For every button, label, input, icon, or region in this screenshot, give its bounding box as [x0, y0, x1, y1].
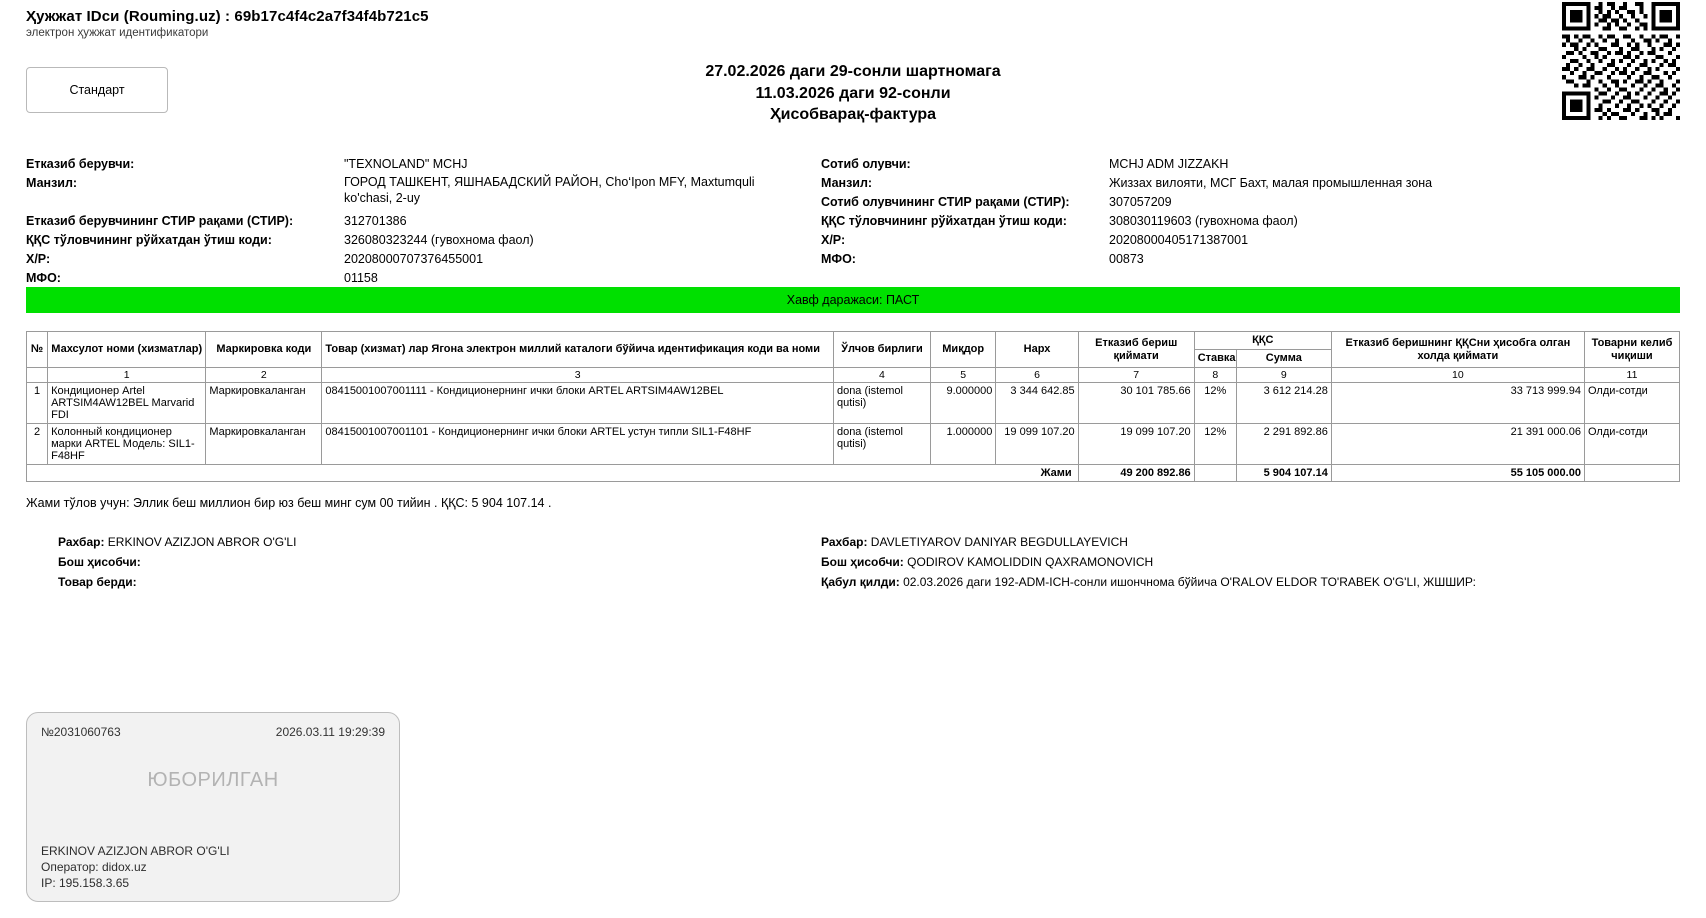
total-label: Жами: [27, 465, 1079, 482]
seller-address-label: Манзил:: [26, 176, 78, 190]
buyer-address-label: Манзил:: [821, 176, 873, 190]
seller-account-label: Х/Р:: [26, 252, 51, 266]
seller-address-value: ГОРОД ТАШКЕНТ, ЯШНАБАДСКИЙ РАЙОН, Cho‘Ipon MFY, Maxtumquli ko'chasi, 2-uy: [344, 175, 755, 205]
cell-unit: dona (istemol qutisi): [833, 424, 930, 465]
standard-badge[interactable]: Стандарт: [26, 67, 168, 113]
seller-director-row: [58, 532, 296, 552]
buyer-accountant-row: [821, 552, 1641, 572]
page-title: [26, 61, 1680, 126]
cell-catalog: 08415001007001111 - Кондиционернинг ички блоки ARTEL ARTSIM4AW12BEL: [322, 383, 834, 424]
title-line-1: 27.02.2026 даги 29-сонли шартномага: [705, 63, 1001, 80]
colnum-3: 3: [322, 368, 834, 383]
buyer-vat-row: [821, 212, 1621, 231]
stamp-signer: ERKINOV AZIZJON ABROR O'G'LI: [41, 844, 230, 858]
th-vat-sum: Сумма: [1236, 350, 1331, 368]
buyer-account-label: Х/Р:: [821, 233, 846, 247]
cell-origin: Олди-сотди: [1584, 424, 1679, 465]
cell-product: Кондиционер Artel ARTSIM4AW12BEL Marvarid FDI: [48, 383, 206, 424]
buyer-name-label: Сотиб олувчи:: [821, 157, 911, 171]
electronic-signature-stamp: [26, 712, 400, 902]
seller-mfo-label: МФО:: [26, 271, 61, 285]
cell-qty: 1.000000: [931, 424, 996, 465]
stamp-datetime: 2026.03.11 19:29:39: [275, 725, 385, 739]
seller-name-label: Етказиб берувчи:: [26, 157, 135, 171]
signatures-block: [26, 532, 1680, 602]
cell-num: 1: [27, 383, 48, 424]
table-row: [27, 383, 1680, 424]
colnum-8: 8: [1194, 368, 1236, 383]
stamp-top-row: [41, 725, 385, 739]
cell-total-with-vat: 21 391 000.06: [1331, 424, 1584, 465]
title-row: [26, 61, 1680, 127]
cell-num: 2: [27, 424, 48, 465]
buyer-vat-label: ҚҚС тўловчининг рўйхатдан ўтиш коди:: [821, 214, 1067, 228]
seller-vat-row: [26, 231, 786, 250]
buyer-accountant-value: QODIROV KAMOLIDDIN QAXRAMONOVICH: [903, 555, 1154, 570]
th-vat-rate: Ставка: [1194, 350, 1236, 368]
seller-name-row: [26, 155, 786, 174]
th-catalog: Товар (хизмат) лар Ягона электрон миллий каталоги бўйича идентификация коди ва номи: [322, 332, 834, 368]
buyer-name-value: MCHJ ADM JIZZAKH: [1109, 157, 1229, 171]
buyer-vat-value: 308030119603 (гувохнома фаол): [1109, 214, 1298, 228]
th-product: Махсулот номи (хизматлар): [48, 332, 206, 368]
stamp-operator: Оператор: didox.uz: [41, 860, 147, 874]
title-line-2: 11.03.2026 даги 92-сонли: [755, 84, 951, 102]
seller-account-row: [26, 250, 786, 269]
cell-product: Колонный кондиционер марки ARTEL Модель: SIL1-F48HF: [48, 424, 206, 465]
seller-name-value: "TEXNOLAND" MCHJ: [344, 157, 468, 171]
colnum-7: 7: [1078, 368, 1194, 383]
colnum-5: 5: [931, 368, 996, 383]
colnum-9: 9: [1236, 368, 1331, 383]
seller-accountant-label: Бош ҳисобчи:: [58, 555, 141, 570]
th-unit: Ўлчов бирлиги: [833, 332, 930, 368]
total-delivery-value: 49 200 892.86: [1078, 465, 1194, 482]
buyer-block: [821, 155, 1621, 269]
cell-unit: dona (istemol qutisi): [833, 383, 930, 424]
buyer-director-value: DAVLETIYAROV DANIYAR BEGDULLAYEVICH: [867, 535, 1128, 550]
title-line-3: Ҳисобварақ-фактура: [769, 106, 937, 124]
th-qty: Миқдор: [931, 332, 996, 368]
cell-marking: Маркировкаланган: [206, 383, 322, 424]
buyer-tin-label: Сотиб олувчининг СТИР рақами (СТИР):: [821, 195, 1070, 209]
cell-delivery-value: 30 101 785.66: [1078, 383, 1194, 424]
seller-accountant-row: [58, 552, 296, 572]
parties-block: [26, 155, 1680, 285]
cell-marking: Маркировкаланган: [206, 424, 322, 465]
buyer-received-value: 02.03.2026 даги 192-ADM-ICH-сонли ишончнома бўйича O'RALOV ELDOR TO'RABEK O'G'LI, ЖШШИР:: [899, 575, 1476, 590]
seller-signatures: [58, 532, 296, 592]
table-row: [27, 424, 1680, 465]
cell-price: 19 099 107.20: [996, 424, 1078, 465]
table-total-row: [27, 465, 1680, 482]
th-num: №: [27, 332, 48, 368]
seller-mfo-value: 01158: [344, 271, 378, 285]
cell-vat-sum: 2 291 892.86: [1236, 424, 1331, 465]
colnum-6: 6: [996, 368, 1078, 383]
cell-price: 3 344 642.85: [996, 383, 1078, 424]
buyer-mfo-row: [821, 250, 1621, 269]
seller-vat-label: ҚҚС тўловчининг рўйхатдан ўтиш коди:: [26, 233, 272, 247]
total-with-vat: 55 105 000.00: [1331, 465, 1584, 482]
buyer-name-row: [821, 155, 1621, 174]
colnum-10: 10: [1331, 368, 1584, 383]
buyer-tin-row: [821, 193, 1621, 212]
th-total-with-vat: Етказиб беришнинг ҚҚСни ҳисобга олган холда қиймати: [1331, 332, 1584, 368]
seller-mfo-row: [26, 269, 786, 288]
stamp-footer: [41, 843, 230, 891]
seller-released-row: [58, 572, 296, 592]
buyer-signatures: [821, 532, 1641, 592]
cell-total-with-vat: 33 713 999.94: [1331, 383, 1584, 424]
th-marking: Маркировка коди: [206, 332, 322, 368]
total-in-words: Жами тўлов учун: Эллик беш миллион бир юз беш минг сум 00 тийин . ҚҚС: 5 904 107.14 .: [26, 496, 552, 511]
seller-tin-label: Етказиб берувчининг СТИР рақами (СТИР):: [26, 214, 294, 228]
total-vat-sum: 5 904 107.14: [1236, 465, 1331, 482]
seller-block: [26, 155, 786, 288]
buyer-received-label: Қабул қилди:: [821, 575, 900, 590]
seller-director-value: ERKINOV AZIZJON ABROR O'G'LI: [104, 535, 297, 550]
seller-vat-value: 326080323244 (гувохнома фаол): [344, 233, 534, 247]
cell-catalog: 08415001007001101 - Кондиционернинг ички блоки ARTEL устун типли SIL1-F48HF: [322, 424, 834, 465]
colnum-11: 11: [1584, 368, 1679, 383]
stamp-ip: IP: 195.158.3.65: [41, 876, 130, 890]
buyer-account-row: [821, 231, 1621, 250]
buyer-mfo-label: МФО:: [821, 252, 856, 266]
th-origin: Товарни келиб чиқиши: [1584, 332, 1679, 368]
total-origin-empty: [1584, 465, 1679, 482]
cell-qty: 9.000000: [931, 383, 996, 424]
total-vat-rate-empty: [1194, 465, 1236, 482]
buyer-address-value: Жиззах вилояти, МСГ Бахт, малая промышленная зона: [1109, 176, 1433, 190]
stamp-number: №2031060763: [41, 725, 121, 739]
seller-account-value: 20208000707376455001: [344, 252, 484, 266]
colnum-1: 1: [48, 368, 206, 383]
colnum-4: 4: [833, 368, 930, 383]
cell-vat-rate: 12%: [1194, 383, 1236, 424]
cell-vat-rate: 12%: [1194, 424, 1236, 465]
buyer-director-row: [821, 532, 1641, 552]
seller-tin-value: 312701386: [344, 214, 407, 228]
buyer-account-value: 20208000405171387001: [1109, 233, 1249, 247]
cell-origin: Олди-сотди: [1584, 383, 1679, 424]
cell-vat-sum: 3 612 214.28: [1236, 383, 1331, 424]
risk-level-banner: Хавф даражаси: ПАСТ: [26, 287, 1680, 313]
buyer-mfo-value: 00873: [1109, 252, 1144, 266]
colnum-0: [27, 368, 48, 383]
buyer-received-row: [821, 572, 1641, 592]
document-id-block: [26, 0, 1680, 39]
th-delivery-value: Етказиб бериш қиймати: [1078, 332, 1194, 368]
buyer-address-row: [821, 174, 1621, 193]
stamp-status: ЮБОРИЛГАН: [147, 769, 279, 791]
document-id-caption: электрон ҳужжат идентификатори: [26, 27, 209, 39]
table-column-numbers-row: [27, 368, 1680, 383]
items-table: [26, 331, 1680, 482]
th-price: Нарх: [996, 332, 1078, 368]
seller-director-label: Рахбар:: [58, 535, 105, 550]
buyer-director-label: Рахбар:: [821, 535, 868, 550]
seller-tin-row: [26, 212, 786, 231]
colnum-2: 2: [206, 368, 322, 383]
buyer-tin-value: 307057209: [1109, 195, 1172, 209]
buyer-accountant-label: Бош ҳисобчи:: [821, 555, 904, 570]
cell-delivery-value: 19 099 107.20: [1078, 424, 1194, 465]
seller-address-row: [26, 174, 786, 212]
th-vat-group: ҚҚС: [1194, 332, 1331, 350]
table-header-row: [27, 332, 1680, 350]
seller-released-label: Товар берди:: [58, 575, 137, 590]
document-id: Ҳужжат IDси (Rouming.uz) : 69b17c4f4c2a7f34f4b721c5: [26, 8, 429, 25]
